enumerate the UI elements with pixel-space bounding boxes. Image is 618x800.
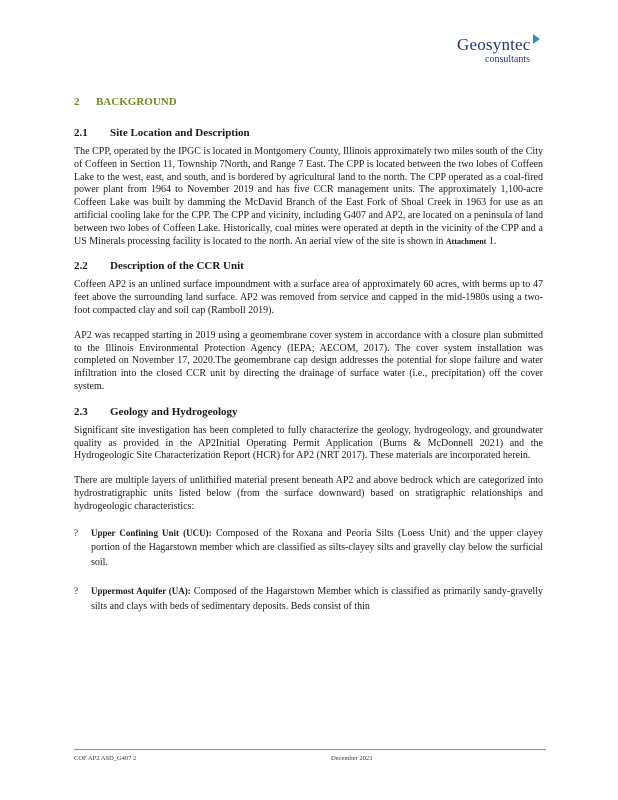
logo-triangle-icon [533,34,540,44]
subsection-title: Geology and Hydrogeology [110,405,238,418]
bullet-ua [74,584,543,614]
footer-divider [74,749,546,750]
section-title: BACKGROUND [96,96,177,108]
paragraph-unit-description: Coffeen AP2 is an unlined surface impoundment with a surface area of approximately 60 acres, with berms up to 47 feet above the surrounding land surface. AP2 was removed from service and capped in the mid-1980s using a two-foot compacted clay and soil cap (Ramboll 2019). [74,279,543,316]
subsection-heading-2-1 [74,127,543,139]
bullet-marker: ? [74,586,78,597]
section-heading [74,96,543,108]
document-body [74,96,543,629]
bullet-label: Uppermost Aquifer (UA): [91,586,191,597]
paragraph-site-description [74,146,543,248]
footer-date: December 2023 [331,755,373,762]
attachment-link[interactable]: Attachment [445,236,487,246]
logo-subtitle: consultants [485,54,530,65]
attachment-number: 1. [488,235,497,247]
bullet-label: Upper Confining Unit (UCU): [91,527,212,538]
subsection-heading-2-2 [74,260,543,272]
subsection-heading-2-3 [74,406,543,418]
paragraph-investigation: Significant site investigation has been completed to fully characterize the geology, hydrogeology, and groundwater quality as provided in the AP2Initial Operating Permit Application (Burns & McDonnell 2021) and the Hydrogeologic Site Characterization Report (HCR) for AP2 (NRT 2017). These materials are incorporated herein. [74,424,543,462]
paragraph-layers: There are multiple layers of unlithified material present beneath AP2 and above bedrock which are categorized into hydrostratigraphic units listed below (from the surface downward) based on stratigraphic relationships and hydrogeologic characteristics: [74,475,543,512]
paragraph-recap: AP2 was recapped starting in 2019 using a geomembrane cover system in accordance with a closure plan submitted to the Illinois Environmental Protection Agency (IEPA; AECOM, 2017). The cover system installation was completed on November 17, 2020.The geomembrane cap design addresses the potential for slope failure and water infiltration into the closed CCR unit by directing the drainage of surface water (i.e., precipitation) off the cover system. [74,329,543,392]
subsection-number: 2.2 [74,260,88,273]
subsection-title: Site Location and Description [110,127,250,139]
bullet-text: Composed of the Hagarstown Member which is classified as primarily sandy-gravelly silts and clays with beds of sedimentary deposits. Beds consist of thin [91,586,543,612]
paragraph-text: The CPP, operated by the IPGC is located in Montgomery County, Illinois approximately two miles south of the City of Coffeen in Section 11, Township 7North, and Range 7 East. The CPP is located between the two lobes of Coffeen Lake to the west, east, and south, and is bordered by agricultural land to the north. The CPP operated as a coal-fired power plant from 1964 to November 2019 and has five CCR management units. The approximately 1,100-acre Coffeen Lake was built by damming the McDavid Branch of the East Fork of Shoal Creek in 1963 for use as an artificial cooling lake for the CPP. The CPP and vicinity, including G407 and AP2, are located on a peninsula of land between two lobes of Coffeen Lake. Historically, coal mines were operated at depth in the vicinity of the CPP and a US Minerals processing facility is located to the north. An aerial view of the site is shown in [74,146,543,247]
geosyntec-logo [457,34,540,65]
subsection-title: Description of the CCR Unit [110,260,244,273]
bullet-marker: ? [74,527,78,538]
footer-doc-id: COF AP2 ASD_G407 2 [74,755,137,762]
logo-name: Geosyntec [457,35,531,54]
bullet-ucu [74,526,543,571]
subsection-number: 2.3 [74,405,88,418]
section-number: 2 [74,96,80,108]
bullet-text: Composed of the Roxana and Peoria Silts (Loess Unit) and the upper clayey portion of the Hagarstown member which are classified as silts-clayey silts and gravelly clay below the surficial soil. [91,527,544,568]
subsection-number: 2.1 [74,127,88,139]
